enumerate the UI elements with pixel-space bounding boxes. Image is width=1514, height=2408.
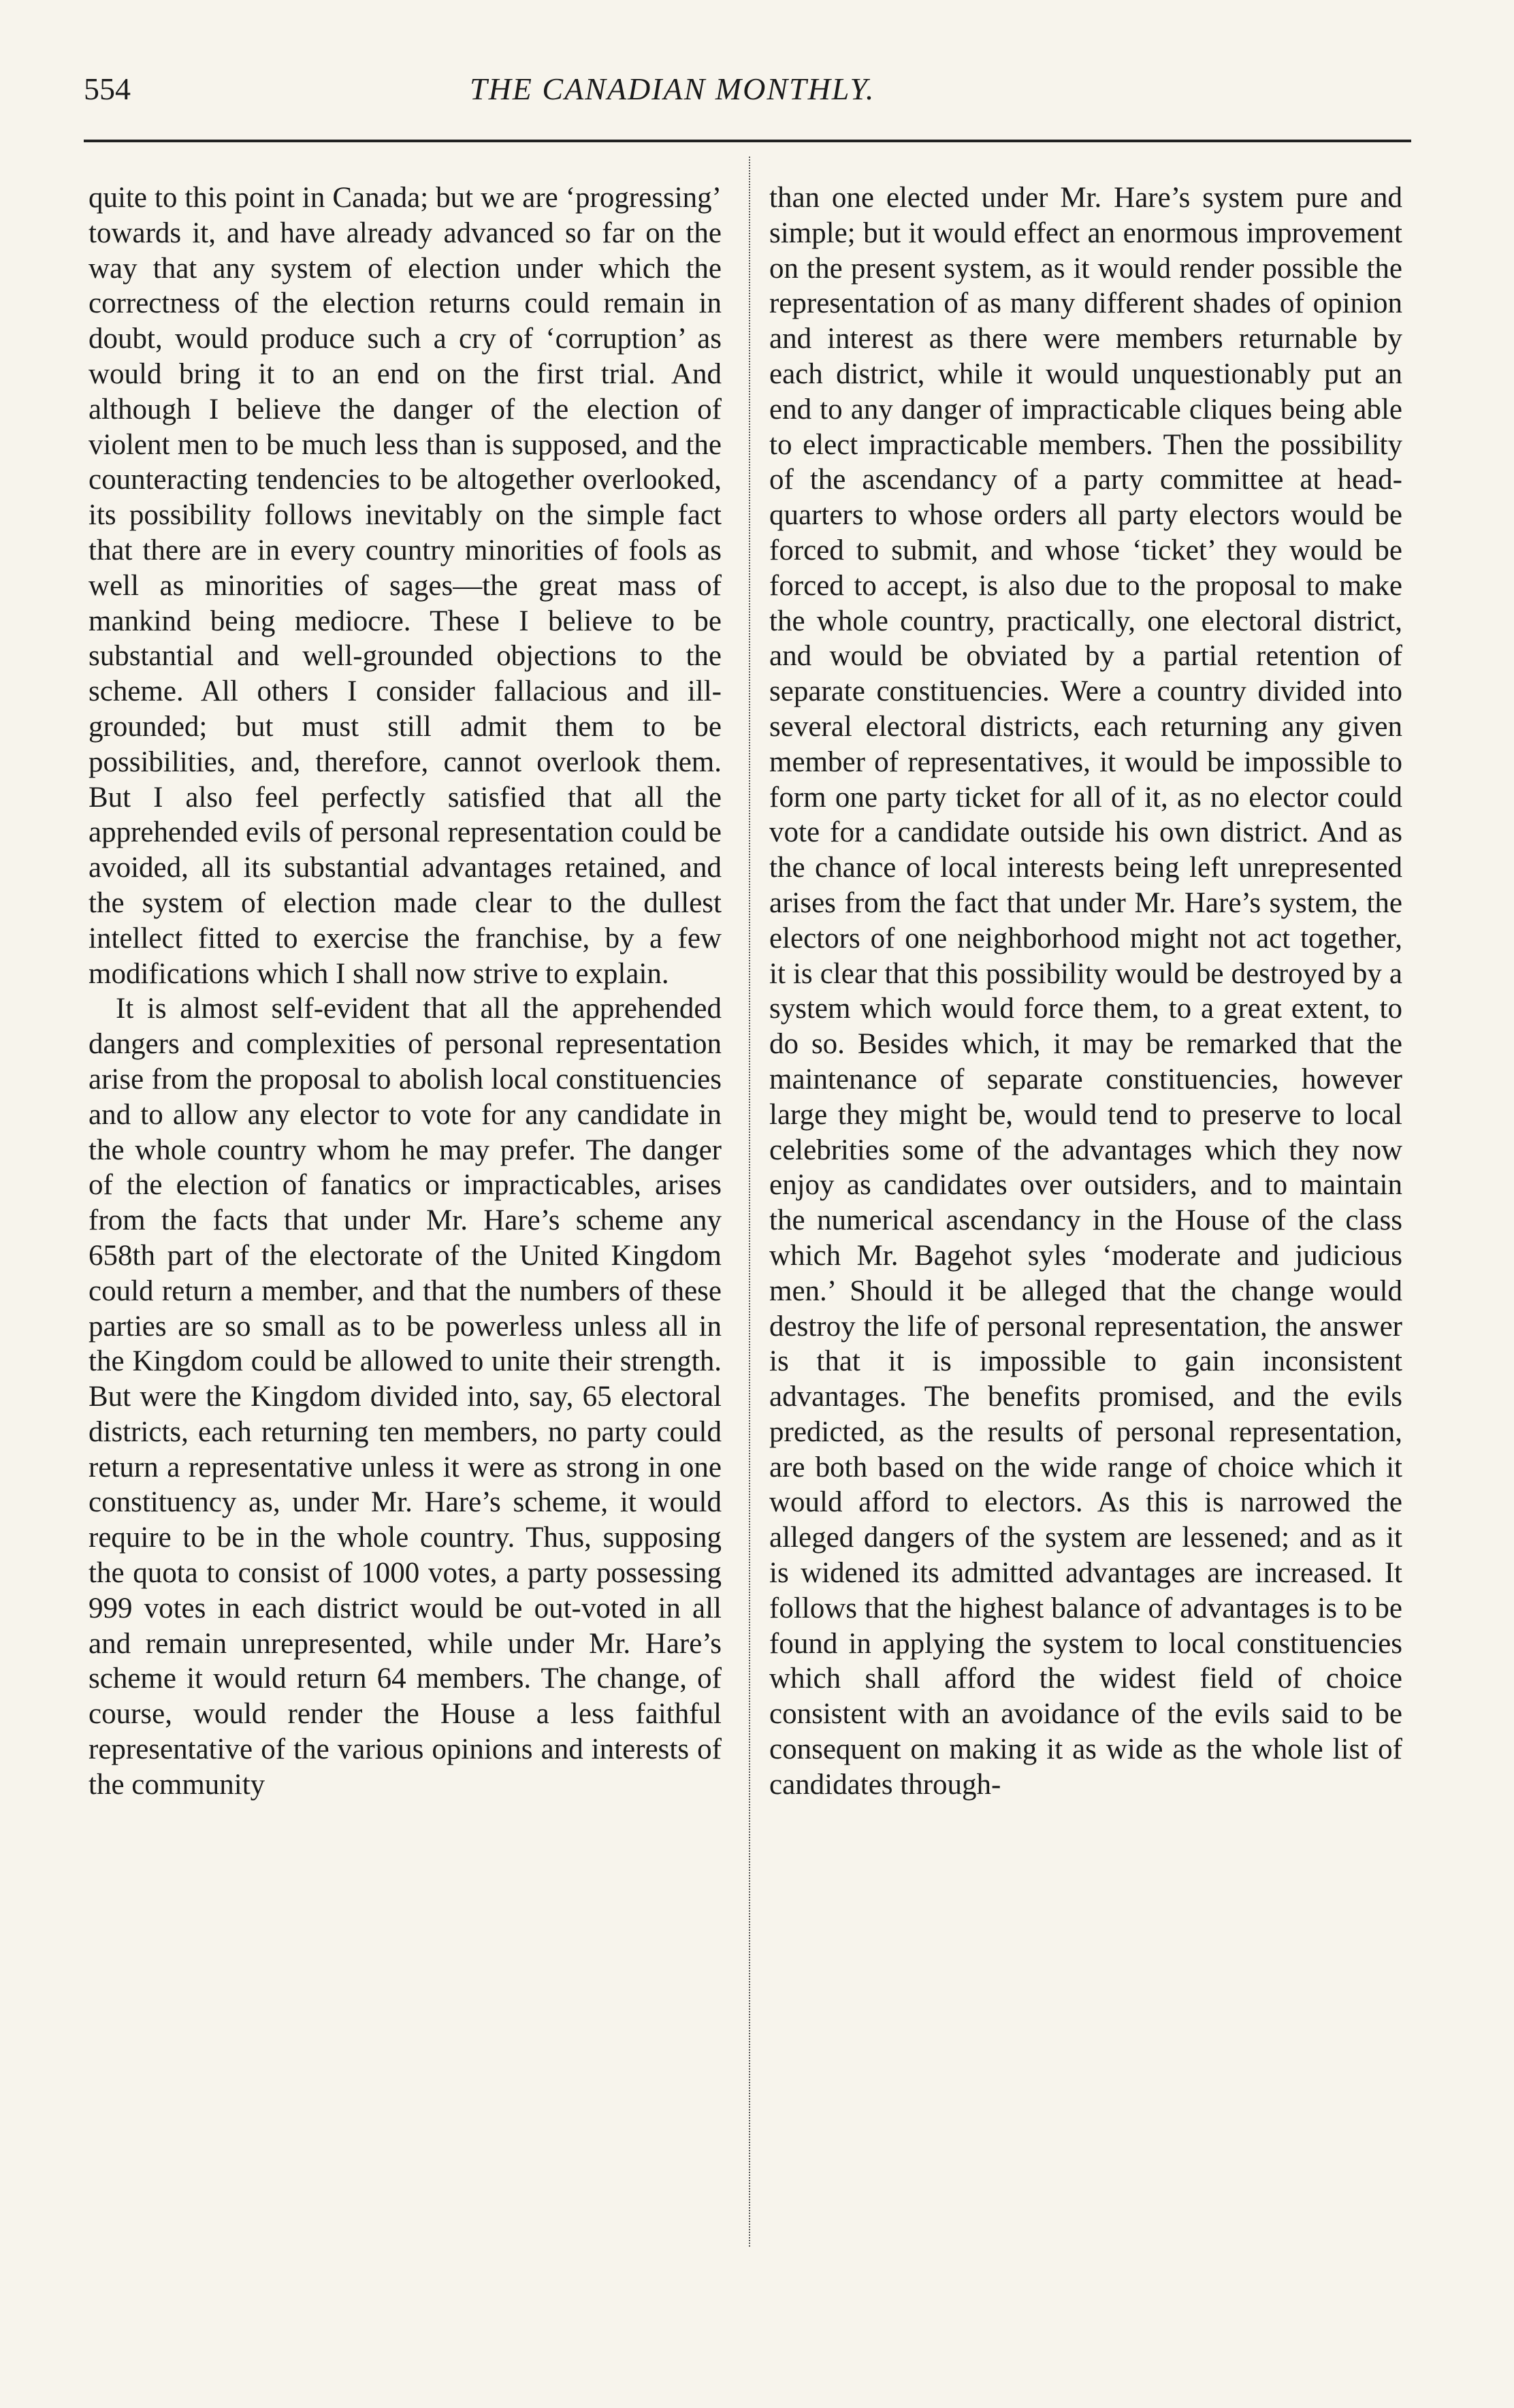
paragraph: quite to this point in Canada; but we are ‘progressing’ towards it, and have already advanced so far on the way that any system of election under which the correctness of the election returns could remain in doubt, would produce such a cry of ‘corruption’ as would bring it to an end on the first trial. And although I believe the danger of the election of violent men to be much less than is supposed, and the counteracting tendencies to be altogether overlooked, its possibility follows inevitably on the simple fact that there are in every country minorities of fools as well as minorities of sages—the great mass of mankind being mediocre. These I believe to be substantial and well-grounded objections to the scheme. All others I consider fallacious and ill-grounded; but must still admit them to be possibilities, and, therefore, cannot overlook them. But I also feel perfectly satisfied that all the apprehended evils of personal representation could be avoided, all its substantial advantages retained, and the system of election made clear to the dullest intellect fitted to exercise the franchise, by a few modifications which I shall now strive to explain.: [88, 182, 722, 990]
header-rule: [84, 140, 1411, 142]
right-column: [769, 180, 1402, 1803]
paragraph: than one elected under Mr. Hare’s system pure and simple; but it would effect an enormous improvement on the present system, as it would render possible the representation of as many different shades of opinion and interest as there were members returnable by each district, while it would unquestionably put an end to any danger of impracticable cliques being able to elect impracticable members. Then the possibility of the ascendancy of a party committee at head-quarters to whose orders all party electors would be forced to submit, and whose ‘ticket’ they would be forced to accept, is also due to the proposal to make the whole country, practically, one electoral district, and would be obviated by a partial retention of separate constituencies. Were a country divided into several electoral districts, each returning any given member of representatives, it would be impossible to form one party ticket for all of it, as no elector could vote for a candidate outside his own district. And as the chance of local interests being left unrepresented arises from the fact that under Mr. Hare’s system, the electors of one neighborhood might not act together, it is clear that this possibility would be destroyed by a system which would force them, to a great extent, to do so. Besides which, it may be remarked that the maintenance of separate constituencies, however large they might be, would tend to preserve to local celebrities some of the advantages which they now enjoy as candidates over outsiders, and to maintain the numerical ascendancy in the House of the class which Mr. Bagehot syles ‘moderate and judicious men.’ Should it be alleged that the change would destroy the life of personal representation, the answer is that it is impossible to gain inconsistent advantages. The benefits promised, and the evils predicted, as the results of personal representation, are both based on the wide range of choice which it would afford to electors. As this is narrowed the alleged dangers of the system are lessened; and as it is widened its admitted advantages are increased. It follows that the highest balance of advantages is to be found in applying the system to local constituencies which shall afford the widest field of choice consistent with an avoidance of the evils said to be consequent on making it as wide as the whole list of candidates through-: [769, 182, 1402, 1801]
page-number: 554: [84, 71, 131, 106]
running-title: THE CANADIAN MONTHLY.: [470, 71, 875, 106]
left-column: [88, 180, 722, 1803]
column-divider: [749, 157, 750, 2247]
paragraph: It is almost self-evident that all the apprehended dangers and complexities of personal representation arise from the proposal to abolish local constituencies and to allow any elector to vote for any candidate in the whole country whom he may prefer. The danger of the election of fanatics or impracticables, arises from the facts that under Mr. Hare’s scheme any 658th part of the electorate of the United Kingdom could return a member, and that the numbers of these parties are so small as to be powerless unless all in the Kingdom could be allowed to unite their strength. But were the Kingdom divided into, say, 65 electoral districts, each returning ten members, no party could return a representative unless it were as strong in one constituency as, under Mr. Hare’s scheme, it would require to be in the whole country. Thus, supposing the quota to consist of 1000 votes, a party possessing 999 votes in each district would be out-voted in all and remain unrepresented, while under Mr. Hare’s scheme it would return 64 members. The change, of course, would render the House a less faithful representative of the various opinions and interests of the community: [88, 993, 722, 1801]
